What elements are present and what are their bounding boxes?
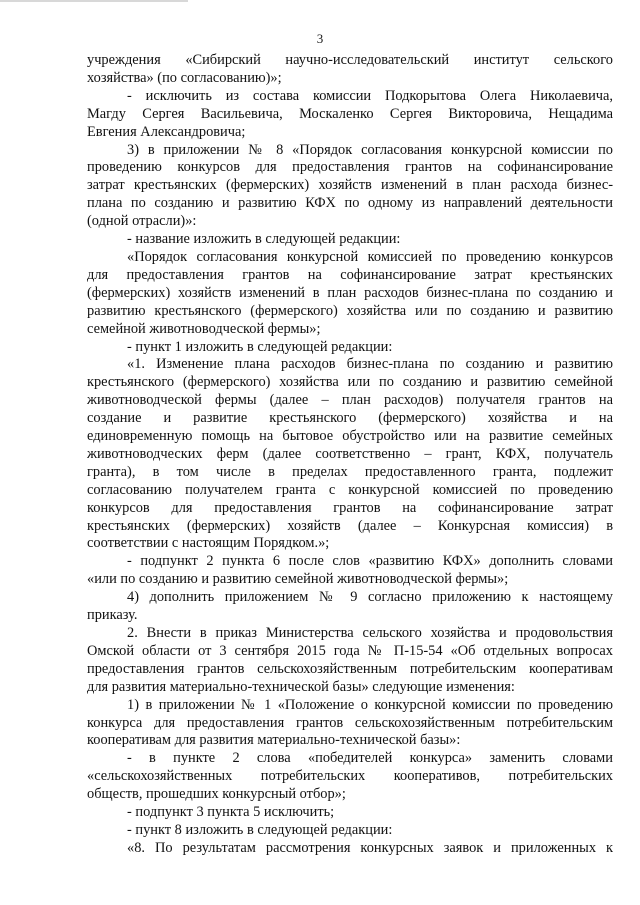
text-line: конкурса для предоставления грантов сельскохозяйственным потребительским	[87, 714, 613, 731]
text-line: создание и развитие крестьянского (фермерского) хозяйства и на	[87, 410, 613, 427]
text-line: «1. Изменение плана расходов бизнес-плана по созданию и развитию	[127, 356, 613, 373]
text-line: семейной животноводческой фермы»;	[87, 320, 321, 337]
text-line: крестьянских (фермерских) хозяйств (далее – Конкурсная комиссия) в	[87, 517, 613, 534]
text-line: затрат крестьянских (фермерских) хозяйств изменений в план расхода бизнес-	[87, 177, 613, 194]
text-line: (одной отрасли)»:	[87, 213, 197, 230]
text-line: проведению конкурсов для предоставления грантов на софинансирование	[87, 159, 613, 176]
scan-edge-mark	[0, 0, 188, 2]
text-line: развитию крестьянского (фермерского) хозяйства или по созданию и развитию	[87, 302, 613, 319]
text-line: хозяйства» (по согласованию)»;	[87, 69, 282, 86]
text-line: животноводческих ферм (далее соответственно – грант, КФХ, получатель	[87, 445, 613, 462]
text-line: «сельскохозяйственных потребительских кооперативов, потребительских	[87, 768, 613, 785]
text-line: Евгения Александровича;	[87, 123, 246, 140]
text-line: - подпункт 2 пункта 6 после слов «развитию КФХ» дополнить словами	[127, 553, 613, 570]
text-line: - пункт 1 изложить в следующей редакции:	[127, 338, 393, 355]
text-line: кооперативам для развития материально-технической базы»:	[87, 732, 461, 749]
text-line: обществ, прошедших конкурсный отбор»;	[87, 786, 346, 803]
text-line: для предоставления грантов на софинансирование затрат крестьянских	[87, 266, 613, 283]
text-line: Омской области от 3 сентября 2015 года № П-15-54 «Об отдельных вопросах	[87, 642, 613, 659]
text-line: - исключить из состава комиссии Подкорытова Олега Николаевича,	[127, 87, 613, 104]
text-line: приказу.	[87, 607, 138, 624]
text-line: конкурсов для предоставления грантов на софинансирование затрат	[87, 499, 613, 516]
text-line: «или по созданию и развитию семейной животноводческой фермы»;	[87, 571, 509, 588]
text-line: крестьянского (фермерского) хозяйства или по созданию и развитию семейной	[87, 374, 613, 391]
text-line: - название изложить в следующей редакции:	[127, 231, 401, 248]
text-line: единовременную помощь на бытовое обустройство или на развитие семейных	[87, 428, 613, 445]
text-line: гранта), в том числе в пределах предоставленного гранта, подлежит	[87, 463, 613, 480]
text-line: - в пункте 2 слова «победителей конкурса» заменить словами	[127, 750, 613, 767]
text-line: «8. По результатам рассмотрения конкурсных заявок и приложенных к	[127, 839, 613, 856]
text-line: предоставления грантов сельскохозяйственным потребительским кооперативам	[87, 660, 613, 677]
text-line: плана по созданию и развитию КФХ по одному из направлений деятельности	[87, 195, 613, 212]
text-line: животноводческой фермы (далее – план расходов) получателя грантов на	[87, 392, 613, 409]
text-line: 4) дополнить приложением № 9 согласно приложению к настоящему	[127, 589, 613, 606]
text-line: соответствии с настоящим Порядком.»;	[87, 535, 330, 552]
text-line: - пункт 8 изложить в следующей редакции:	[127, 821, 393, 838]
text-line: Магду Сергея Васильевича, Москаленко Сергея Викторовича, Нещадима	[87, 105, 613, 122]
page-number: 3	[316, 31, 324, 46]
text-line: для развития материально-технической базы» следующие изменения:	[87, 678, 515, 695]
text-line: согласованию получателем гранта с конкурсной комиссией по проведению	[87, 481, 613, 498]
text-line: - подпункт 3 пункта 5 исключить;	[127, 804, 335, 821]
text-line: 1) в приложении № 1 «Положение о конкурсной комиссии по проведению	[127, 696, 613, 713]
text-line: (фермерских) хозяйств изменений в план расходов бизнес-плана по созданию и	[87, 284, 613, 301]
text-line: 2. Внести в приказ Министерства сельского хозяйства и продовольствия	[127, 625, 613, 641]
document-body	[87, 52, 613, 858]
text-line: «Порядок согласования конкурсной комиссией по проведению конкурсов	[127, 248, 613, 265]
text-line: 3) в приложении № 8 «Порядок согласования конкурсной комиссии по	[127, 141, 613, 158]
text-line: учреждения «Сибирский научно-исследовательский институт сельского	[87, 52, 613, 68]
